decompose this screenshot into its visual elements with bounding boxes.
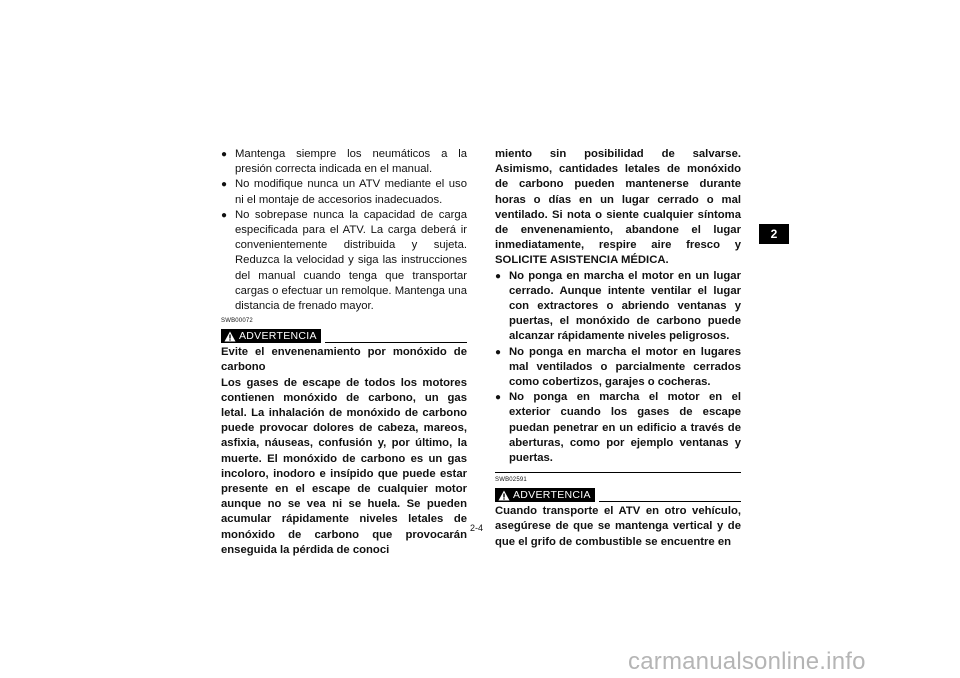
page-number: 2-4 bbox=[470, 523, 484, 533]
list-item: ● Mantenga siempre los neumáticos a la presión correcta indicada en el manual. bbox=[221, 148, 467, 176]
warning-badge bbox=[495, 488, 595, 502]
warning-badge bbox=[221, 329, 321, 343]
list-item: ● No ponga en marcha el motor en el exterior cuando los gases de escape puedan penetrar en un edificio a través de aberturas, como por ejemplo ventanas y puertas. bbox=[495, 391, 741, 465]
bullet-dot-icon: ● bbox=[221, 149, 228, 160]
bullet-dot-icon: ● bbox=[495, 270, 502, 282]
warning-triangle-icon bbox=[224, 331, 236, 342]
warning-code: SWB02591 bbox=[495, 477, 527, 484]
warning-code: SWB00072 bbox=[221, 318, 253, 325]
warning-continuation: miento sin posibilidad de salvarse. Asimismo, cantidades letales de monóxido de carbono pueden mantenerse durante horas o días en un lugar cerrado o mal ventilado. Si nota o siente cualquier síntoma de envenenamiento, abandone el lugar inmediatamente, respire aire fresco y SOLICITE ASISTENCIA MÉDICA. bbox=[495, 148, 741, 267]
bullet-dot-icon: ● bbox=[495, 346, 502, 358]
list-item: ● No sobrepase nunca la capacidad de carga especificada para el ATV. La carga deberá ir convenientemente distribuida y sujeta. Reduzca la velocidad y siga las instrucciones del manual cuando tenga que transportar cargas o efectuar un remolque. Mantenga una distancia de frenado mayor. bbox=[221, 208, 467, 313]
warning-heading: Evite el envenenamiento por monóxido de carbono bbox=[221, 346, 467, 374]
list-item: ● No ponga en marcha el motor en lugares mal ventilados o parcialmente cerrados como cobertizos, garajes o cocheras. bbox=[495, 345, 741, 389]
right-column bbox=[495, 147, 741, 550]
bullet-dot-icon: ● bbox=[221, 179, 228, 191]
warning-label: ADVERTENCIA bbox=[513, 489, 591, 502]
chapter-tab: 2 bbox=[759, 224, 789, 244]
warning-rule bbox=[599, 501, 741, 502]
watermark: carmanualsonline.info bbox=[628, 648, 866, 675]
warning-header bbox=[221, 325, 467, 343]
warning-end-rule bbox=[495, 472, 741, 473]
bullet-dot-icon: ● bbox=[221, 209, 228, 221]
warning-header bbox=[495, 484, 741, 502]
warning-triangle-icon bbox=[498, 490, 510, 501]
left-column bbox=[221, 147, 467, 558]
left-bullet-list bbox=[221, 147, 467, 314]
right-bullet-list bbox=[495, 269, 741, 467]
list-item: ● No modifique nunca un ATV mediante el uso ni el montaje de accesorios inadecuados. bbox=[221, 178, 467, 206]
list-item: ● No ponga en marcha el motor en un lugar cerrado. Aunque intente ventilar el lugar con extractores o abriendo ventanas y puertas, el monóxido de carbono puede alcanzar rápidamente niveles peligrosos. bbox=[495, 269, 741, 343]
warning-label: ADVERTENCIA bbox=[239, 330, 317, 343]
warning-body: Cuando transporte el ATV en otro vehículo, asegúrese de que se mantenga vertical y de que el grifo de combustible se encuentre en bbox=[495, 505, 741, 548]
bullet-dot-icon: ● bbox=[495, 392, 502, 404]
warning-body: Los gases de escape de todos los motores contienen monóxido de carbono, un gas letal. La inhalación de monóxido de carbono puede provocar dolores de cabeza, mareos, asfixia, náuseas, confusión y, por último, la muerte. El monóxido de carbono es un gas incoloro, inodoro e insípido que puede estar presente en el escape de cualquier motor aunque no se vea ni se huela. Se pueden acumular rápidamente niveles letales de monóxido de carbono que provocarán enseguida la pérdida de conoci bbox=[221, 376, 467, 556]
warning-rule bbox=[325, 342, 467, 343]
